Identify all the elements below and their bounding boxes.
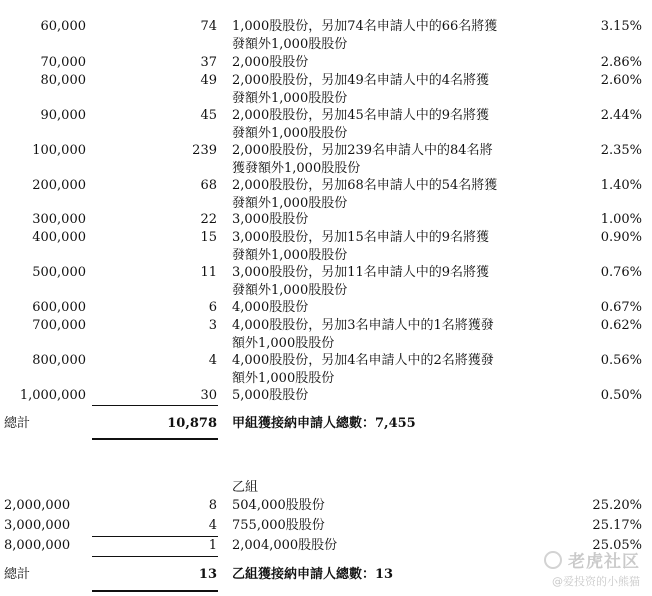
allotment-percentage: 0.90%	[600, 230, 642, 245]
applicant-count: 4	[208, 518, 217, 533]
applied-shares: 800,000	[32, 353, 86, 368]
allotment-percentage: 2.44%	[600, 108, 642, 123]
allotment-basis: 4,000股股份	[232, 300, 309, 315]
allotment-basis: 4,000股股份，另加4名申請人中的2名將獲發額外1,000股股份	[232, 353, 494, 386]
applicant-count: 1	[208, 538, 217, 553]
group-b-rule-bottom	[92, 590, 218, 592]
allotment-percentage: 0.56%	[600, 353, 642, 368]
applied-shares: 200,000	[32, 178, 86, 193]
applicant-count: 4	[208, 353, 217, 368]
applicant-count: 49	[200, 73, 217, 88]
allotment-basis: 755,000股股份	[232, 518, 325, 533]
watermark-logo-text: 老虎社区	[568, 552, 640, 572]
applied-shares: 500,000	[32, 265, 86, 280]
allotment-basis: 2,000股股份	[232, 55, 309, 70]
applied-shares: 1,000,000	[19, 388, 86, 403]
allotment-basis: 2,000股股份，另加68名申請人中的54名將獲發額外1,000股股份	[232, 178, 498, 211]
allotment-percentage: 2.35%	[600, 143, 642, 158]
allotment-percentage: 0.62%	[600, 318, 642, 333]
applied-shares: 8,000,000	[4, 538, 71, 553]
group-b-total-count: 13	[198, 567, 217, 582]
allotment-basis: 2,000股股份，另加45名申請人中的9名將獲發額外1,000股股份	[232, 108, 490, 141]
group-a-rule-top	[92, 405, 218, 406]
group-b-total-label: 總計	[4, 567, 31, 582]
allotment-basis: 2,000股股份，另加49名申請人中的4名將獲發額外1,000股股份	[232, 73, 490, 106]
applicant-count: 3	[208, 318, 217, 333]
allotment-percentage: 25.20%	[592, 498, 642, 513]
applicant-count: 30	[200, 388, 217, 403]
allotment-percentage: 25.17%	[592, 518, 642, 533]
group-b-total-text: 乙組獲接納申請人總數：13	[232, 567, 394, 582]
applied-shares: 2,000,000	[4, 498, 71, 513]
group-b-heading: 乙組	[232, 480, 259, 495]
allotment-basis: 504,000股股份	[232, 498, 325, 513]
allotment-percentage: 3.15%	[600, 19, 642, 34]
allotment-basis: 1,000股股份，另加74名申請人中的66名將獲發額外1,000股股份	[232, 19, 498, 52]
allotment-percentage: 0.67%	[600, 300, 642, 315]
group-a-rule-bottom	[92, 438, 218, 440]
applicant-count: 6	[208, 300, 217, 315]
applicant-count: 68	[200, 178, 217, 193]
allotment-basis: 3,000股股份	[232, 212, 309, 227]
allotment-basis: 2,000股股份，另加239名申請人中的84名將獲發額外1,000股股份	[232, 143, 493, 176]
allotment-basis: 3,000股股份，另加15名申請人中的9名將獲發額外1,000股股份	[232, 230, 490, 263]
applied-shares: 100,000	[32, 143, 86, 158]
allotment-basis: 4,000股股份，另加3名申請人中的1名將獲發額外1,000股股份	[232, 318, 494, 351]
allotment-basis: 5,000股股份	[232, 388, 309, 403]
tiger-logo-icon	[544, 551, 562, 569]
applied-shares: 600,000	[32, 300, 86, 315]
allotment-percentage: 1.40%	[600, 178, 642, 193]
applied-shares: 90,000	[40, 108, 86, 123]
applicant-count: 45	[200, 108, 217, 123]
allotment-percentage: 0.50%	[600, 388, 642, 403]
applicant-count: 22	[200, 212, 217, 227]
watermark-handle: @爱投资的小熊猫	[552, 575, 640, 588]
applicant-count: 239	[192, 143, 217, 158]
applied-shares: 60,000	[40, 19, 86, 34]
group-a-total-count: 10,878	[167, 416, 217, 431]
applicant-count: 11	[200, 265, 217, 280]
watermark-logo	[544, 547, 640, 572]
allotment-percentage: 1.00%	[600, 212, 642, 227]
applicant-count: 8	[208, 498, 217, 513]
applied-shares: 300,000	[32, 212, 86, 227]
applied-shares: 700,000	[32, 318, 86, 333]
applied-shares: 400,000	[32, 230, 86, 245]
applicant-count: 74	[200, 19, 217, 34]
group-a-total-text: 甲組獲接納申請人總數：7,455	[232, 416, 416, 431]
group-b-rule-top	[92, 556, 218, 557]
applicant-count: 37	[200, 55, 217, 70]
applicant-count: 15	[200, 230, 217, 245]
applied-shares: 80,000	[40, 73, 86, 88]
applied-shares: 3,000,000	[4, 518, 71, 533]
allotment-basis: 3,000股股份，另加11名申請人中的9名將獲發額外1,000股股份	[232, 265, 490, 298]
group-a-total-label: 總計	[4, 416, 31, 431]
applied-shares: 70,000	[40, 55, 86, 70]
allotment-percentage: 2.60%	[600, 73, 642, 88]
allotment-percentage: 25.05%	[592, 538, 642, 553]
allotment-basis: 2,004,000股股份	[232, 538, 338, 553]
allotment-percentage: 2.86%	[600, 55, 642, 70]
group-b-row-rule	[92, 536, 218, 537]
allotment-percentage: 0.76%	[600, 265, 642, 280]
